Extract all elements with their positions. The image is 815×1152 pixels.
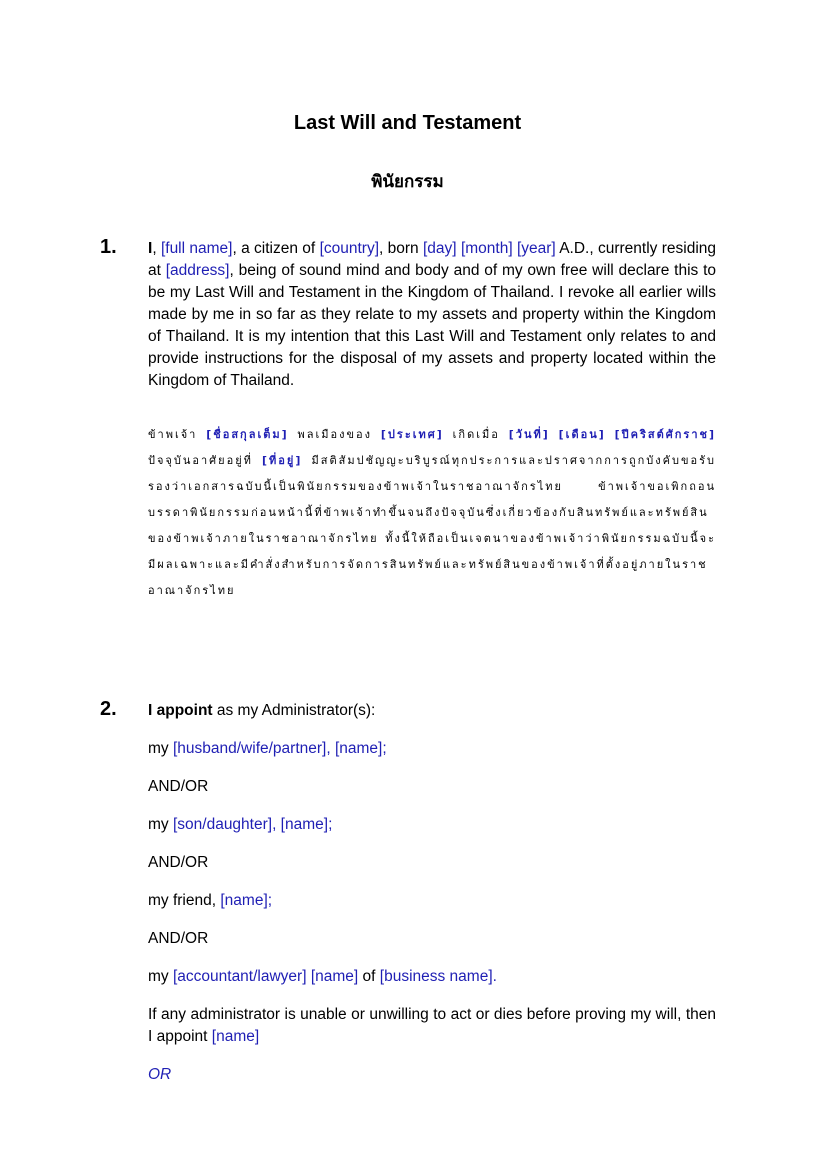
placeholder-day: [day] bbox=[423, 240, 457, 257]
placeholder-full-name: [full name] bbox=[160, 240, 233, 257]
administrator-option-friend bbox=[148, 890, 716, 912]
placeholder-thai-full-name: [ชื่อสกุลเต็ม] bbox=[206, 428, 289, 441]
text-fragment: , born bbox=[379, 240, 423, 257]
placeholder-month: [month] bbox=[460, 240, 513, 257]
appoint-bold: I appoint bbox=[148, 702, 213, 719]
administrator-option-professional bbox=[148, 966, 716, 988]
placeholder-substitute-name: [name] bbox=[211, 1028, 260, 1045]
or-option: OR bbox=[148, 1066, 172, 1083]
placeholder-thai-address: [ที่อยู่] bbox=[262, 454, 303, 467]
document-title: Last Will and Testament bbox=[293, 112, 522, 134]
placeholder-country: [country] bbox=[319, 240, 380, 257]
text-fragment: my bbox=[148, 740, 173, 757]
text-fragment: , a citizen of bbox=[232, 240, 320, 257]
placeholder-thai-country: [ประเทศ] bbox=[380, 428, 444, 441]
text-fragment: as my Administrator(s): bbox=[212, 702, 376, 719]
and-or-1: AND/OR bbox=[148, 778, 209, 795]
placeholder-business-name: [business name]. bbox=[379, 968, 497, 985]
administrator-option-child bbox=[148, 814, 716, 836]
document-subtitle-thai: พินัยกรรม bbox=[371, 172, 444, 192]
text-fragment: my bbox=[148, 968, 173, 985]
pronoun-i: I bbox=[148, 240, 153, 257]
section-number-1: 1. bbox=[100, 236, 117, 258]
text-fragment: มีสติสัมปชัญญะบริบูรณ์ทุกประการและปราศจากการถูกบังคับขอรับรองว่าเอกสารฉบับนี้เป็นพินัยกรรมของข้าพเจ้าในราชอาณาจักรไทย ข้าพเจ้าขอเพิกถอนบรรดาพินัยกรรมก่อนหน้านี้ที่ข้าพเจ้าทำขึ้นจนถึงปัจจุบันซึ่งเกี่ยวข้องกับสินทรัพย์และทรัพย์สินของข้าพเจ้าภายในราชอาณาจักรไทย ทั้งนี้ให้ถือเป็นเจตนาของข้าพเจ้าว่าพินัยกรรมฉบับนี้จะมีผลเฉพาะและมีคำสั่งสำหรับการจัดการสินทรัพย์และทรัพย์สินของข้าพเจ้าที่ตั้งอยู่ภายในราชอาณาจักรไทย bbox=[148, 454, 716, 597]
text-fragment: my friend, bbox=[148, 892, 221, 909]
section-1-english-paragraph bbox=[148, 238, 716, 392]
text-fragment: , bbox=[152, 240, 161, 257]
text-fragment: If any administrator is unable or unwilling to act or dies before proving my will, then I appoint bbox=[148, 1006, 716, 1045]
section-number-2: 2. bbox=[100, 698, 117, 720]
and-or-2: AND/OR bbox=[148, 854, 209, 871]
placeholder-child-name: [son/daughter], [name]; bbox=[172, 816, 333, 833]
text-fragment: พลเมืองของ bbox=[288, 428, 381, 441]
substitute-administrator-clause bbox=[148, 1004, 716, 1048]
text-fragment: เกิดเมื่อ bbox=[443, 428, 509, 441]
appoint-line bbox=[148, 700, 716, 722]
section-1-thai-paragraph bbox=[148, 422, 716, 604]
text-fragment: ข้าพเจ้า bbox=[148, 428, 207, 441]
and-or-3: AND/OR bbox=[148, 930, 209, 947]
text-fragment: of bbox=[358, 968, 380, 985]
placeholder-thai-day: [วันที่] bbox=[508, 428, 550, 441]
placeholder-professional-name: [accountant/lawyer] [name] bbox=[172, 968, 359, 985]
text-fragment: , being of sound mind and body and of my own free will declare this to be my Last Will and Testament in the Kingdom of Thailand. I revoke all earlier wills made by me in so far as they relate to my assets and property within the Kingdom of Thailand. It is my intention that this Last Will and Testament only relates to and provide instructions for the disposal of my assets and property located within the Kingdom of Thailand. bbox=[148, 262, 716, 389]
placeholder-address: [address] bbox=[165, 262, 230, 279]
administrator-option-spouse bbox=[148, 738, 716, 760]
placeholder-spouse-name: [husband/wife/partner], [name]; bbox=[172, 740, 387, 757]
text-fragment: my bbox=[148, 816, 173, 833]
placeholder-friend-name: [name]; bbox=[220, 892, 273, 909]
text-fragment: ปัจจุบันอาศัยอยู่ที่ bbox=[148, 454, 263, 467]
text-fragment: A.D., currently residing at bbox=[148, 240, 717, 279]
placeholder-thai-month: [เดือน] bbox=[558, 428, 606, 441]
placeholder-thai-year: [ปีคริสต์ศักราช] bbox=[614, 428, 717, 441]
placeholder-year: [year] bbox=[516, 240, 556, 257]
